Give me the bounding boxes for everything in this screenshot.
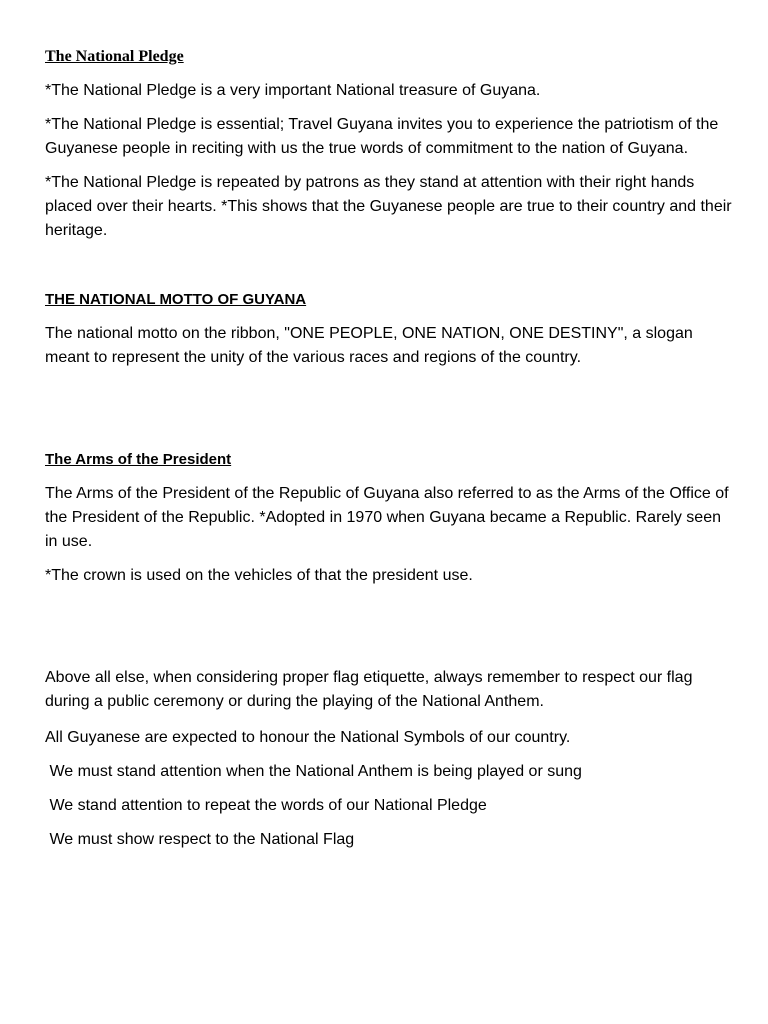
etiquette-paragraph-1: Above all else, when considering proper flag etiquette, always remember to respect our flag during a public ceremony or during the playing of the National Anthem.: [45, 669, 693, 710]
etiquette-item: We must show respect to the National Flag: [45, 831, 355, 848]
etiquette-paragraph-2: All Guyanese are expected to honour the National Symbols of our country.: [45, 729, 571, 746]
pledge-paragraph-2: *The National Pledge is essential; Travel Guyana invites you to experience the patriotism of the Guyanese people in reciting with us the true words of commitment to the nation of Guyana.: [45, 116, 719, 157]
motto-paragraph-1: The national motto on the ribbon, "ONE PEOPLE, ONE NATION, ONE DESTINY", a slogan meant to represent the unity of the various races and regions of the country.: [45, 325, 693, 366]
heading-arms-of-president: The Arms of the President: [45, 451, 232, 468]
arms-paragraph-1: The Arms of the President of the Republic of Guyana also referred to as the Arms of the Office of the President of the Republic. *Adopted in 1970 when Guyana became a Republic. Rarely seen in use.: [45, 485, 729, 550]
etiquette-item: We stand attention to repeat the words of our National Pledge: [45, 797, 487, 814]
etiquette-item: We must stand attention when the National Anthem is being played or sung: [45, 763, 582, 780]
arms-paragraph-2: *The crown is used on the vehicles of that the president use.: [45, 567, 473, 584]
heading-national-motto: THE NATIONAL MOTTO OF GUYANA: [45, 291, 307, 308]
pledge-paragraph-1: *The National Pledge is a very important National treasure of Guyana.: [45, 82, 541, 99]
heading-national-pledge: The National Pledge: [45, 48, 184, 65]
pledge-paragraph-3: *The National Pledge is repeated by patrons as they stand at attention with their right hands placed over their hearts. *This shows that the Guyanese people are true to their country and their heritage.: [45, 174, 732, 239]
